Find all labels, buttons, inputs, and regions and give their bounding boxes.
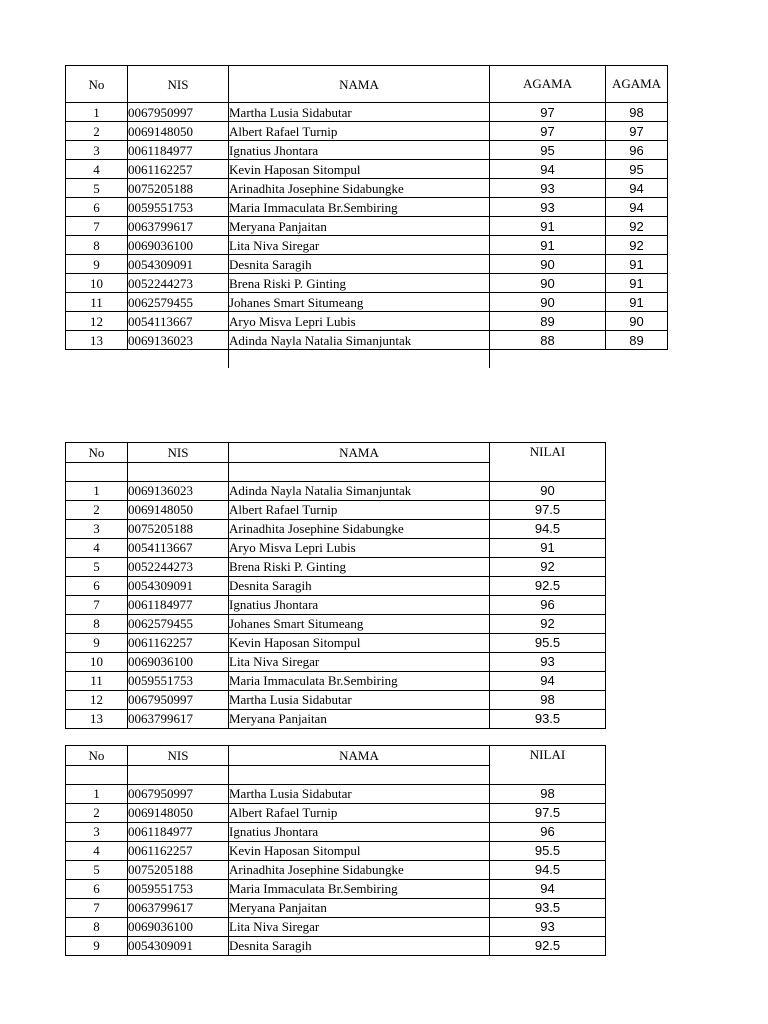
row-no: 13 — [66, 709, 128, 728]
row-nis: 0069148050 — [128, 122, 229, 141]
header-no: No — [66, 443, 128, 463]
blank-cell — [229, 462, 490, 481]
row-nama: Lita Niva Siregar — [229, 917, 490, 936]
table-row — [66, 122, 668, 141]
row-no: 2 — [66, 122, 128, 141]
row-nama: Arinadhita Josephine Sidabungke — [229, 519, 490, 538]
row-no: 12 — [66, 312, 128, 331]
header-no: No — [66, 746, 128, 766]
row-nama: Martha Lusia Sidabutar — [229, 103, 490, 122]
row-nama: Johanes Smart Situmeang — [229, 293, 490, 312]
row-no: 9 — [66, 633, 128, 652]
row-agama-1: 90 — [490, 255, 606, 274]
row-agama-2: 91 — [606, 255, 668, 274]
row-nis: 0069148050 — [128, 803, 229, 822]
row-nilai: 98 — [490, 690, 606, 709]
row-no: 11 — [66, 293, 128, 312]
header-nis: NIS — [128, 66, 229, 103]
row-nis: 0075205188 — [128, 179, 229, 198]
table-row — [66, 500, 606, 519]
row-nilai: 95.5 — [490, 633, 606, 652]
table-row — [66, 519, 606, 538]
row-no: 6 — [66, 879, 128, 898]
row-no: 4 — [66, 160, 128, 179]
row-agama-2: 98 — [606, 103, 668, 122]
row-no: 12 — [66, 690, 128, 709]
row-nama: Aryo Misva Lepri Lubis — [229, 312, 490, 331]
table-row — [66, 841, 606, 860]
row-agama-1: 97 — [490, 103, 606, 122]
header-nama: NAMA — [229, 746, 490, 766]
row-nis: 0059551753 — [128, 198, 229, 217]
row-nama: Arinadhita Josephine Sidabungke — [229, 179, 490, 198]
row-agama-2: 95 — [606, 160, 668, 179]
table-row — [66, 595, 606, 614]
table-row — [66, 179, 668, 198]
row-no: 2 — [66, 803, 128, 822]
row-nama: Albert Rafael Turnip — [229, 803, 490, 822]
row-no: 5 — [66, 179, 128, 198]
row-nilai: 92 — [490, 614, 606, 633]
table-row — [66, 936, 606, 955]
table-row — [66, 690, 606, 709]
table-row — [66, 198, 668, 217]
table-row — [66, 557, 606, 576]
row-nis: 0052244273 — [128, 274, 229, 293]
table-row — [66, 633, 606, 652]
row-agama-1: 94 — [490, 160, 606, 179]
row-agama-1: 90 — [490, 293, 606, 312]
row-nis: 0052244273 — [128, 557, 229, 576]
row-nis: 0069136023 — [128, 331, 229, 350]
row-nis: 0059551753 — [128, 671, 229, 690]
header-nilai: NILAI — [490, 443, 606, 463]
blank-cell — [66, 462, 128, 481]
row-agama-2: 92 — [606, 236, 668, 255]
row-nilai: 90 — [490, 481, 606, 500]
row-no: 7 — [66, 595, 128, 614]
row-nama: Maria Immaculata Br.Sembiring — [229, 671, 490, 690]
row-nis: 0063799617 — [128, 709, 229, 728]
row-nis: 0067950997 — [128, 103, 229, 122]
row-no: 1 — [66, 784, 128, 803]
row-agama-2: 94 — [606, 179, 668, 198]
row-nis: 0061184977 — [128, 595, 229, 614]
row-nama: Desnita Saragih — [229, 255, 490, 274]
table-row — [66, 141, 668, 160]
row-nama: Brena Riski P. Ginting — [229, 557, 490, 576]
row-nis: 0054309091 — [128, 936, 229, 955]
row-nis: 0054309091 — [128, 255, 229, 274]
row-nilai: 93 — [490, 652, 606, 671]
header-row — [66, 66, 668, 103]
row-no: 3 — [66, 141, 128, 160]
table-row — [66, 217, 668, 236]
row-nis: 0062579455 — [128, 614, 229, 633]
blank-cell — [128, 462, 229, 481]
row-nama: Lita Niva Siregar — [229, 236, 490, 255]
agama-table — [65, 65, 668, 368]
row-nilai: 95.5 — [490, 841, 606, 860]
row-nilai: 94.5 — [490, 860, 606, 879]
row-nama: Adinda Nayla Natalia Simanjuntak — [229, 481, 490, 500]
row-nama: Adinda Nayla Natalia Simanjuntak — [229, 331, 490, 350]
table-row — [66, 481, 606, 500]
row-nilai: 91 — [490, 538, 606, 557]
table-row — [66, 879, 606, 898]
row-nis: 0069036100 — [128, 236, 229, 255]
row-nama: Maria Immaculata Br.Sembiring — [229, 879, 490, 898]
table-row — [66, 538, 606, 557]
row-no: 7 — [66, 898, 128, 917]
row-no: 8 — [66, 614, 128, 633]
row-nilai: 93 — [490, 917, 606, 936]
table-row — [66, 331, 668, 350]
row-agama-2: 97 — [606, 122, 668, 141]
row-no: 13 — [66, 331, 128, 350]
row-no: 10 — [66, 274, 128, 293]
header-agama-1: AGAMA — [490, 66, 606, 103]
row-agama-1: 93 — [490, 198, 606, 217]
row-nama: Meryana Panjaitan — [229, 217, 490, 236]
row-no: 1 — [66, 481, 128, 500]
row-nama: Lita Niva Siregar — [229, 652, 490, 671]
table-row — [66, 803, 606, 822]
row-nis: 0069036100 — [128, 652, 229, 671]
row-no: 8 — [66, 236, 128, 255]
row-no: 4 — [66, 841, 128, 860]
row-nilai: 96 — [490, 822, 606, 841]
row-agama-2: 91 — [606, 274, 668, 293]
row-nis: 0054113667 — [128, 538, 229, 557]
row-nis: 0075205188 — [128, 860, 229, 879]
row-no: 3 — [66, 519, 128, 538]
row-no: 2 — [66, 500, 128, 519]
row-nilai: 94 — [490, 879, 606, 898]
table-row — [66, 576, 606, 595]
blank-cell — [490, 462, 606, 481]
row-nis: 0059551753 — [128, 879, 229, 898]
blank-cell — [490, 765, 606, 784]
row-nis: 0061184977 — [128, 822, 229, 841]
table-row — [66, 898, 606, 917]
blank-row — [66, 462, 606, 481]
header-row — [66, 746, 606, 766]
row-nilai: 93.5 — [490, 709, 606, 728]
tail-cell — [128, 350, 229, 369]
tail-cell — [490, 350, 606, 369]
row-nis: 0061162257 — [128, 841, 229, 860]
row-agama-1: 88 — [490, 331, 606, 350]
row-nis: 0061162257 — [128, 633, 229, 652]
row-nilai: 92 — [490, 557, 606, 576]
header-nis: NIS — [128, 443, 229, 463]
row-nilai: 94.5 — [490, 519, 606, 538]
row-nis: 0069136023 — [128, 481, 229, 500]
nilai-table-sorted-by-name — [65, 442, 606, 729]
row-nama: Martha Lusia Sidabutar — [229, 690, 490, 709]
row-nama: Meryana Panjaitan — [229, 898, 490, 917]
row-nis: 0063799617 — [128, 217, 229, 236]
row-nis: 0063799617 — [128, 898, 229, 917]
row-agama-2: 92 — [606, 217, 668, 236]
table-row — [66, 293, 668, 312]
row-agama-1: 90 — [490, 274, 606, 293]
row-agama-1: 95 — [490, 141, 606, 160]
row-nis: 0067950997 — [128, 690, 229, 709]
table-row — [66, 614, 606, 633]
row-nama: Albert Rafael Turnip — [229, 500, 490, 519]
row-agama-1: 91 — [490, 236, 606, 255]
table-row — [66, 917, 606, 936]
header-nama: NAMA — [229, 66, 490, 103]
row-no: 6 — [66, 576, 128, 595]
row-no: 5 — [66, 557, 128, 576]
row-agama-2: 96 — [606, 141, 668, 160]
row-no: 8 — [66, 917, 128, 936]
row-agama-1: 93 — [490, 179, 606, 198]
blank-row — [66, 765, 606, 784]
table-row — [66, 822, 606, 841]
row-nama: Arinadhita Josephine Sidabungke — [229, 860, 490, 879]
row-nama: Desnita Saragih — [229, 936, 490, 955]
header-row — [66, 443, 606, 463]
table-row — [66, 709, 606, 728]
row-no: 9 — [66, 936, 128, 955]
row-no: 5 — [66, 860, 128, 879]
table-row — [66, 784, 606, 803]
row-no: 4 — [66, 538, 128, 557]
row-nama: Ignatius Jhontara — [229, 822, 490, 841]
table-row — [66, 312, 668, 331]
row-agama-1: 97 — [490, 122, 606, 141]
row-nama: Ignatius Jhontara — [229, 141, 490, 160]
table-row — [66, 652, 606, 671]
row-nilai: 97.5 — [490, 500, 606, 519]
row-no: 6 — [66, 198, 128, 217]
row-nis: 0054309091 — [128, 576, 229, 595]
table-row — [66, 274, 668, 293]
tail-cell — [229, 350, 490, 369]
row-agama-2: 90 — [606, 312, 668, 331]
row-agama-2: 94 — [606, 198, 668, 217]
header-nis: NIS — [128, 746, 229, 766]
row-no: 10 — [66, 652, 128, 671]
row-nilai: 98 — [490, 784, 606, 803]
row-nis: 0061184977 — [128, 141, 229, 160]
row-nama: Meryana Panjaitan — [229, 709, 490, 728]
header-nama: NAMA — [229, 443, 490, 463]
row-nama: Maria Immaculata Br.Sembiring — [229, 198, 490, 217]
row-agama-2: 89 — [606, 331, 668, 350]
row-nama: Desnita Saragih — [229, 576, 490, 595]
row-nama: Kevin Haposan Sitompul — [229, 160, 490, 179]
row-agama-1: 91 — [490, 217, 606, 236]
row-nama: Albert Rafael Turnip — [229, 122, 490, 141]
row-nis: 0062579455 — [128, 293, 229, 312]
row-nilai: 97.5 — [490, 803, 606, 822]
blank-cell — [66, 765, 128, 784]
row-nilai: 92.5 — [490, 576, 606, 595]
row-no: 9 — [66, 255, 128, 274]
row-nama: Martha Lusia Sidabutar — [229, 784, 490, 803]
tail-cell — [66, 350, 128, 369]
table-row — [66, 236, 668, 255]
row-no: 7 — [66, 217, 128, 236]
header-nilai: NILAI — [490, 746, 606, 766]
row-nis: 0069148050 — [128, 500, 229, 519]
row-nama: Johanes Smart Situmeang — [229, 614, 490, 633]
row-nama: Kevin Haposan Sitompul — [229, 633, 490, 652]
trailing-row — [66, 350, 668, 369]
table-row — [66, 860, 606, 879]
tail-cell — [606, 350, 668, 369]
header-no: No — [66, 66, 128, 103]
table-row — [66, 671, 606, 690]
row-no: 1 — [66, 103, 128, 122]
row-nis: 0075205188 — [128, 519, 229, 538]
row-nilai: 94 — [490, 671, 606, 690]
table-row — [66, 160, 668, 179]
row-no: 3 — [66, 822, 128, 841]
row-nama: Kevin Haposan Sitompul — [229, 841, 490, 860]
row-nama: Aryo Misva Lepri Lubis — [229, 538, 490, 557]
table-row — [66, 255, 668, 274]
row-agama-2: 91 — [606, 293, 668, 312]
table-row — [66, 103, 668, 122]
row-nis: 0061162257 — [128, 160, 229, 179]
row-nilai: 93.5 — [490, 898, 606, 917]
row-nis: 0067950997 — [128, 784, 229, 803]
row-nilai: 96 — [490, 595, 606, 614]
row-nama: Ignatius Jhontara — [229, 595, 490, 614]
header-agama-2: AGAMA — [606, 66, 668, 103]
blank-cell — [229, 765, 490, 784]
row-nama: Brena Riski P. Ginting — [229, 274, 490, 293]
row-agama-1: 89 — [490, 312, 606, 331]
row-nis: 0069036100 — [128, 917, 229, 936]
row-nilai: 92.5 — [490, 936, 606, 955]
row-no: 11 — [66, 671, 128, 690]
blank-cell — [128, 765, 229, 784]
nilai-table-sorted-by-score — [65, 745, 606, 956]
row-nis: 0054113667 — [128, 312, 229, 331]
